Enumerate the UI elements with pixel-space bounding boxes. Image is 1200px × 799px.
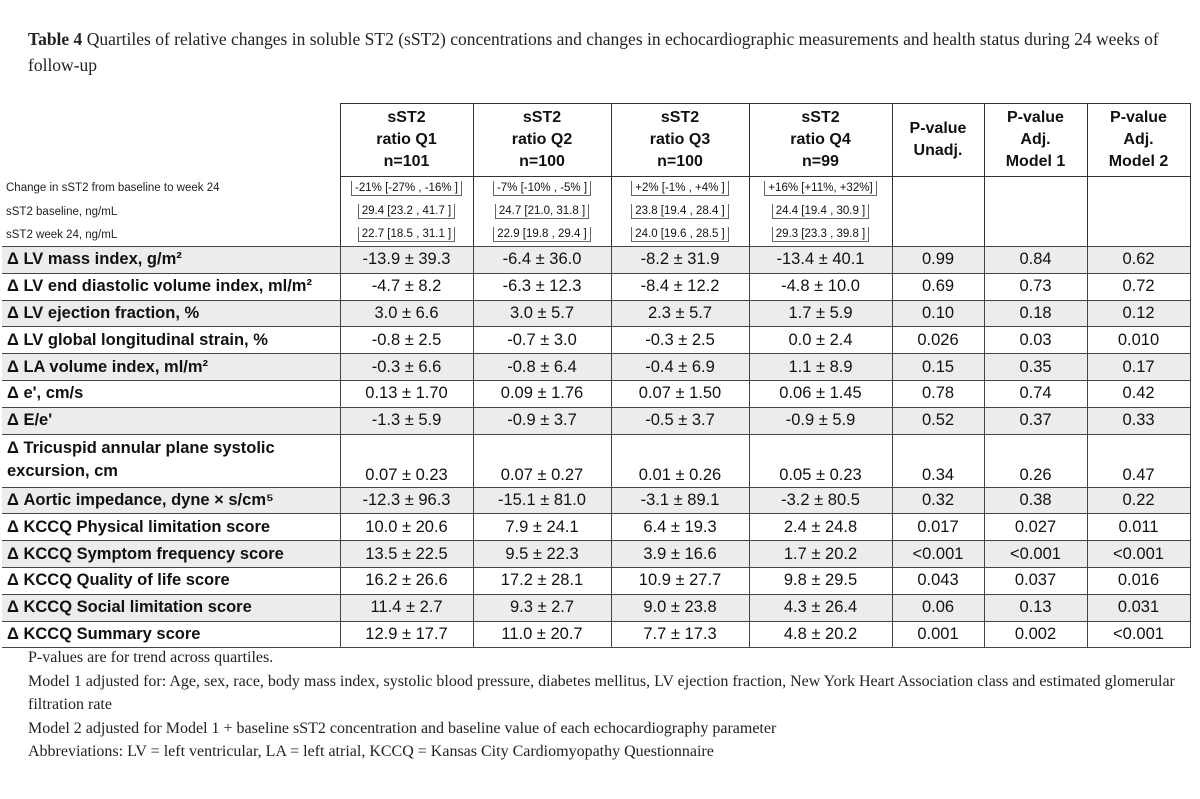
p-value: 0.37 [984, 407, 1087, 434]
p-value: 0.027 [984, 514, 1087, 541]
quartile-value: -8.2 ± 31.9 [611, 247, 749, 274]
quartile-value: 16.2 ± 26.6 [340, 567, 473, 594]
quartile-value: 1.7 ± 5.9 [749, 300, 892, 327]
quartile-value: 9.0 ± 23.8 [611, 594, 749, 621]
table-notes [28, 646, 1188, 764]
p-value: 0.001 [892, 621, 984, 648]
quartile-value: 0.09 ± 1.76 [473, 380, 611, 407]
p-value: 0.35 [984, 354, 1087, 381]
baseline-cell: +2% [-1% , +4% ] [611, 177, 749, 201]
quartile-value: 0.05 ± 0.23 [749, 434, 892, 487]
quartile-value: 12.9 ± 17.7 [340, 621, 473, 648]
header-q4: sST2 ratio Q4 n=99 [749, 104, 892, 177]
p-value: 0.69 [892, 273, 984, 300]
p-value: 0.22 [1087, 487, 1190, 514]
p-value: 0.52 [892, 407, 984, 434]
quartile-value: 9.5 ± 22.3 [473, 541, 611, 568]
quartile-value: 4.8 ± 20.2 [749, 621, 892, 648]
note-p-values: P-values are for trend across quartiles. [28, 649, 274, 666]
quartile-value: 10.9 ± 27.7 [611, 567, 749, 594]
table-row [2, 487, 1190, 514]
header-p-model1: P-value Adj. Model 1 [984, 104, 1087, 177]
p-value: 0.031 [1087, 594, 1190, 621]
quartile-value: -0.5 ± 3.7 [611, 407, 749, 434]
baseline-blank-cell [984, 223, 1087, 247]
header-p-unadj: P-value Unadj. [892, 104, 984, 177]
row-label: Δ LV ejection fraction, % [2, 300, 340, 327]
row-label: Δ KCCQ Summary score [2, 621, 340, 648]
quartile-value: 11.0 ± 20.7 [473, 621, 611, 648]
note-model-1: Model 1 adjusted for: Age, sex, race, body mass index, systolic blood pressure, diabetes mellitus, LV ejection fraction, New York Heart Association class and estimated glomerular filtration rate [28, 672, 1175, 713]
baseline-row-label: sST2 week 24, ng/mL [6, 228, 118, 241]
table-row [2, 354, 1190, 381]
table-row [2, 247, 1190, 274]
quartile-value: -13.9 ± 39.3 [340, 247, 473, 274]
p-value: 0.42 [1087, 380, 1190, 407]
table-row [2, 514, 1190, 541]
p-value: 0.84 [984, 247, 1087, 274]
p-value: <0.001 [984, 541, 1087, 568]
p-value: 0.010 [1087, 327, 1190, 354]
baseline-blank-cell [984, 200, 1087, 223]
baseline-cell: 24.4 [19.4 , 30.9 ] [749, 200, 892, 223]
p-value: 0.47 [1087, 434, 1190, 487]
p-value: <0.001 [1087, 621, 1190, 648]
quartile-value: -0.7 ± 3.0 [473, 327, 611, 354]
quartile-value: -0.9 ± 5.9 [749, 407, 892, 434]
row-label: Δ LV end diastolic volume index, ml/m² [2, 273, 340, 300]
p-value: 0.62 [1087, 247, 1190, 274]
baseline-row [2, 200, 1190, 223]
p-value: 0.011 [1087, 514, 1190, 541]
baseline-blank-cell [892, 223, 984, 247]
p-value: 0.32 [892, 487, 984, 514]
quartile-value: 2.3 ± 5.7 [611, 300, 749, 327]
quartile-value: 17.2 ± 28.1 [473, 567, 611, 594]
quartile-value: 0.0 ± 2.4 [749, 327, 892, 354]
p-value: 0.38 [984, 487, 1087, 514]
p-value: 0.017 [892, 514, 984, 541]
p-value: 0.74 [984, 380, 1087, 407]
quartile-value: 0.07 ± 0.23 [340, 434, 473, 487]
quartile-value: 3.0 ± 6.6 [340, 300, 473, 327]
header-row [2, 104, 1190, 177]
p-value: <0.001 [1087, 541, 1190, 568]
row-label: Δ Tricuspid annular plane systolic excursion, cm [2, 434, 340, 487]
baseline-cell: 29.4 [23.2 , 41.7 ] [340, 200, 473, 223]
row-label: Δ LV global longitudinal strain, % [2, 327, 340, 354]
table-caption [28, 26, 1178, 78]
row-label: Δ KCCQ Social limitation score [2, 594, 340, 621]
header-q1: sST2 ratio Q1 n=101 [340, 104, 473, 177]
quartile-value: 6.4 ± 19.3 [611, 514, 749, 541]
p-value: 0.016 [1087, 567, 1190, 594]
quartile-value: 1.1 ± 8.9 [749, 354, 892, 381]
row-label: Δ KCCQ Physical limitation score [2, 514, 340, 541]
table-row [2, 380, 1190, 407]
quartile-value: 3.0 ± 5.7 [473, 300, 611, 327]
table-row [2, 327, 1190, 354]
quartile-value: -0.8 ± 2.5 [340, 327, 473, 354]
table-row [2, 434, 1190, 487]
quartile-value: 7.7 ± 17.3 [611, 621, 749, 648]
quartile-value: 1.7 ± 20.2 [749, 541, 892, 568]
p-value: 0.12 [1087, 300, 1190, 327]
quartile-value: -0.4 ± 6.9 [611, 354, 749, 381]
quartile-value: -4.8 ± 10.0 [749, 273, 892, 300]
p-value: 0.06 [892, 594, 984, 621]
quartile-value: 7.9 ± 24.1 [473, 514, 611, 541]
p-value: 0.78 [892, 380, 984, 407]
baseline-cell: 24.0 [19.6 , 28.5 ] [611, 223, 749, 247]
quartile-value: -13.4 ± 40.1 [749, 247, 892, 274]
header-p-model2: P-value Adj. Model 2 [1087, 104, 1190, 177]
baseline-blank-cell [984, 177, 1087, 201]
baseline-row-label: Change in sST2 from baseline to week 24 [6, 182, 220, 195]
quartile-value: 9.3 ± 2.7 [473, 594, 611, 621]
quartile-value: -0.9 ± 3.7 [473, 407, 611, 434]
quartile-value: 0.13 ± 1.70 [340, 380, 473, 407]
baseline-blank-cell [1087, 177, 1190, 201]
baseline-cell: +16% [+11%, +32%] [749, 177, 892, 201]
p-value: 0.026 [892, 327, 984, 354]
note-abbreviations: Abbreviations: LV = left ventricular, LA = left atrial, KCCQ = Kansas City Cardiomyopathy Questionnaire [28, 743, 714, 760]
p-value: 0.03 [984, 327, 1087, 354]
p-value: 0.34 [892, 434, 984, 487]
p-value: 0.33 [1087, 407, 1190, 434]
quartile-value: -3.2 ± 80.5 [749, 487, 892, 514]
baseline-cell: 22.9 [19.8 , 29.4 ] [473, 223, 611, 247]
quartile-value: 9.8 ± 29.5 [749, 567, 892, 594]
quartile-value: -4.7 ± 8.2 [340, 273, 473, 300]
quartile-value: -6.4 ± 36.0 [473, 247, 611, 274]
baseline-row-label: sST2 baseline, ng/mL [6, 205, 118, 218]
quartile-value: 10.0 ± 20.6 [340, 514, 473, 541]
header-q3: sST2 ratio Q3 n=100 [611, 104, 749, 177]
quartile-value: -6.3 ± 12.3 [473, 273, 611, 300]
header-q2: sST2 ratio Q2 n=100 [473, 104, 611, 177]
quartile-value: 3.9 ± 16.6 [611, 541, 749, 568]
results-table [2, 103, 1191, 648]
p-value: 0.18 [984, 300, 1087, 327]
quartile-value: -12.3 ± 96.3 [340, 487, 473, 514]
quartile-value: 4.3 ± 26.4 [749, 594, 892, 621]
p-value: 0.002 [984, 621, 1087, 648]
p-value: 0.10 [892, 300, 984, 327]
quartile-value: 0.07 ± 0.27 [473, 434, 611, 487]
quartile-value: 0.01 ± 0.26 [611, 434, 749, 487]
caption-text: Quartiles of relative changes in soluble ST2 (sST2) concentrations and changes in echocardiographic measurements and health status during 24 weeks of follow-up [28, 29, 1159, 75]
quartile-value: -0.3 ± 2.5 [611, 327, 749, 354]
baseline-blank-cell [1087, 223, 1190, 247]
quartile-value: -0.8 ± 6.4 [473, 354, 611, 381]
baseline-blank-cell [1087, 200, 1190, 223]
p-value: 0.043 [892, 567, 984, 594]
quartile-value: -8.4 ± 12.2 [611, 273, 749, 300]
quartile-value: -3.1 ± 89.1 [611, 487, 749, 514]
row-label: Δ LA volume index, ml/m² [2, 354, 340, 381]
row-label: Δ e', cm/s [2, 380, 340, 407]
table-row [2, 541, 1190, 568]
baseline-cell: 24.7 [21.0, 31.8 ] [473, 200, 611, 223]
p-value: 0.15 [892, 354, 984, 381]
p-value: 0.17 [1087, 354, 1190, 381]
row-label: Δ E/e' [2, 407, 340, 434]
table-row [2, 594, 1190, 621]
measurement-rows [2, 247, 1190, 648]
quartile-value: 2.4 ± 24.8 [749, 514, 892, 541]
baseline-cell: -7% [-10% , -5% ] [473, 177, 611, 201]
p-value: 0.99 [892, 247, 984, 274]
baseline-blank-cell [892, 177, 984, 201]
table-row [2, 273, 1190, 300]
baseline-rows [2, 177, 1190, 247]
p-value: 0.73 [984, 273, 1087, 300]
quartile-value: 0.07 ± 1.50 [611, 380, 749, 407]
p-value: 0.72 [1087, 273, 1190, 300]
row-label: Δ KCCQ Symptom frequency score [2, 541, 340, 568]
baseline-cell: 23.8 [19.4 , 28.4 ] [611, 200, 749, 223]
note-model-2: Model 2 adjusted for Model 1 + baseline sST2 concentration and baseline value of each echocardiography parameter [28, 719, 777, 737]
p-value: 0.13 [984, 594, 1087, 621]
table-row [2, 567, 1190, 594]
row-label: Δ LV mass index, g/m² [2, 247, 340, 274]
table-row [2, 621, 1190, 648]
quartile-value: -15.1 ± 81.0 [473, 487, 611, 514]
header-blank-cell [2, 104, 340, 177]
quartile-value: 0.06 ± 1.45 [749, 380, 892, 407]
baseline-row [2, 223, 1190, 247]
baseline-row [2, 177, 1190, 201]
p-value: 0.037 [984, 567, 1087, 594]
table-label: Table 4 [28, 29, 83, 49]
table-row [2, 300, 1190, 327]
row-label: Δ KCCQ Quality of life score [2, 567, 340, 594]
row-label: Δ Aortic impedance, dyne × s/cm⁵ [2, 487, 340, 514]
baseline-cell: -21% [-27% , -16% ] [340, 177, 473, 201]
quartile-value: 13.5 ± 22.5 [340, 541, 473, 568]
baseline-cell: 29.3 [23.3 , 39.8 ] [749, 223, 892, 247]
quartile-value: -0.3 ± 6.6 [340, 354, 473, 381]
quartile-value: 11.4 ± 2.7 [340, 594, 473, 621]
quartile-value: -1.3 ± 5.9 [340, 407, 473, 434]
p-value: <0.001 [892, 541, 984, 568]
baseline-blank-cell [892, 200, 984, 223]
table-row [2, 407, 1190, 434]
p-value: 0.26 [984, 434, 1087, 487]
baseline-cell: 22.7 [18.5 , 31.1 ] [340, 223, 473, 247]
